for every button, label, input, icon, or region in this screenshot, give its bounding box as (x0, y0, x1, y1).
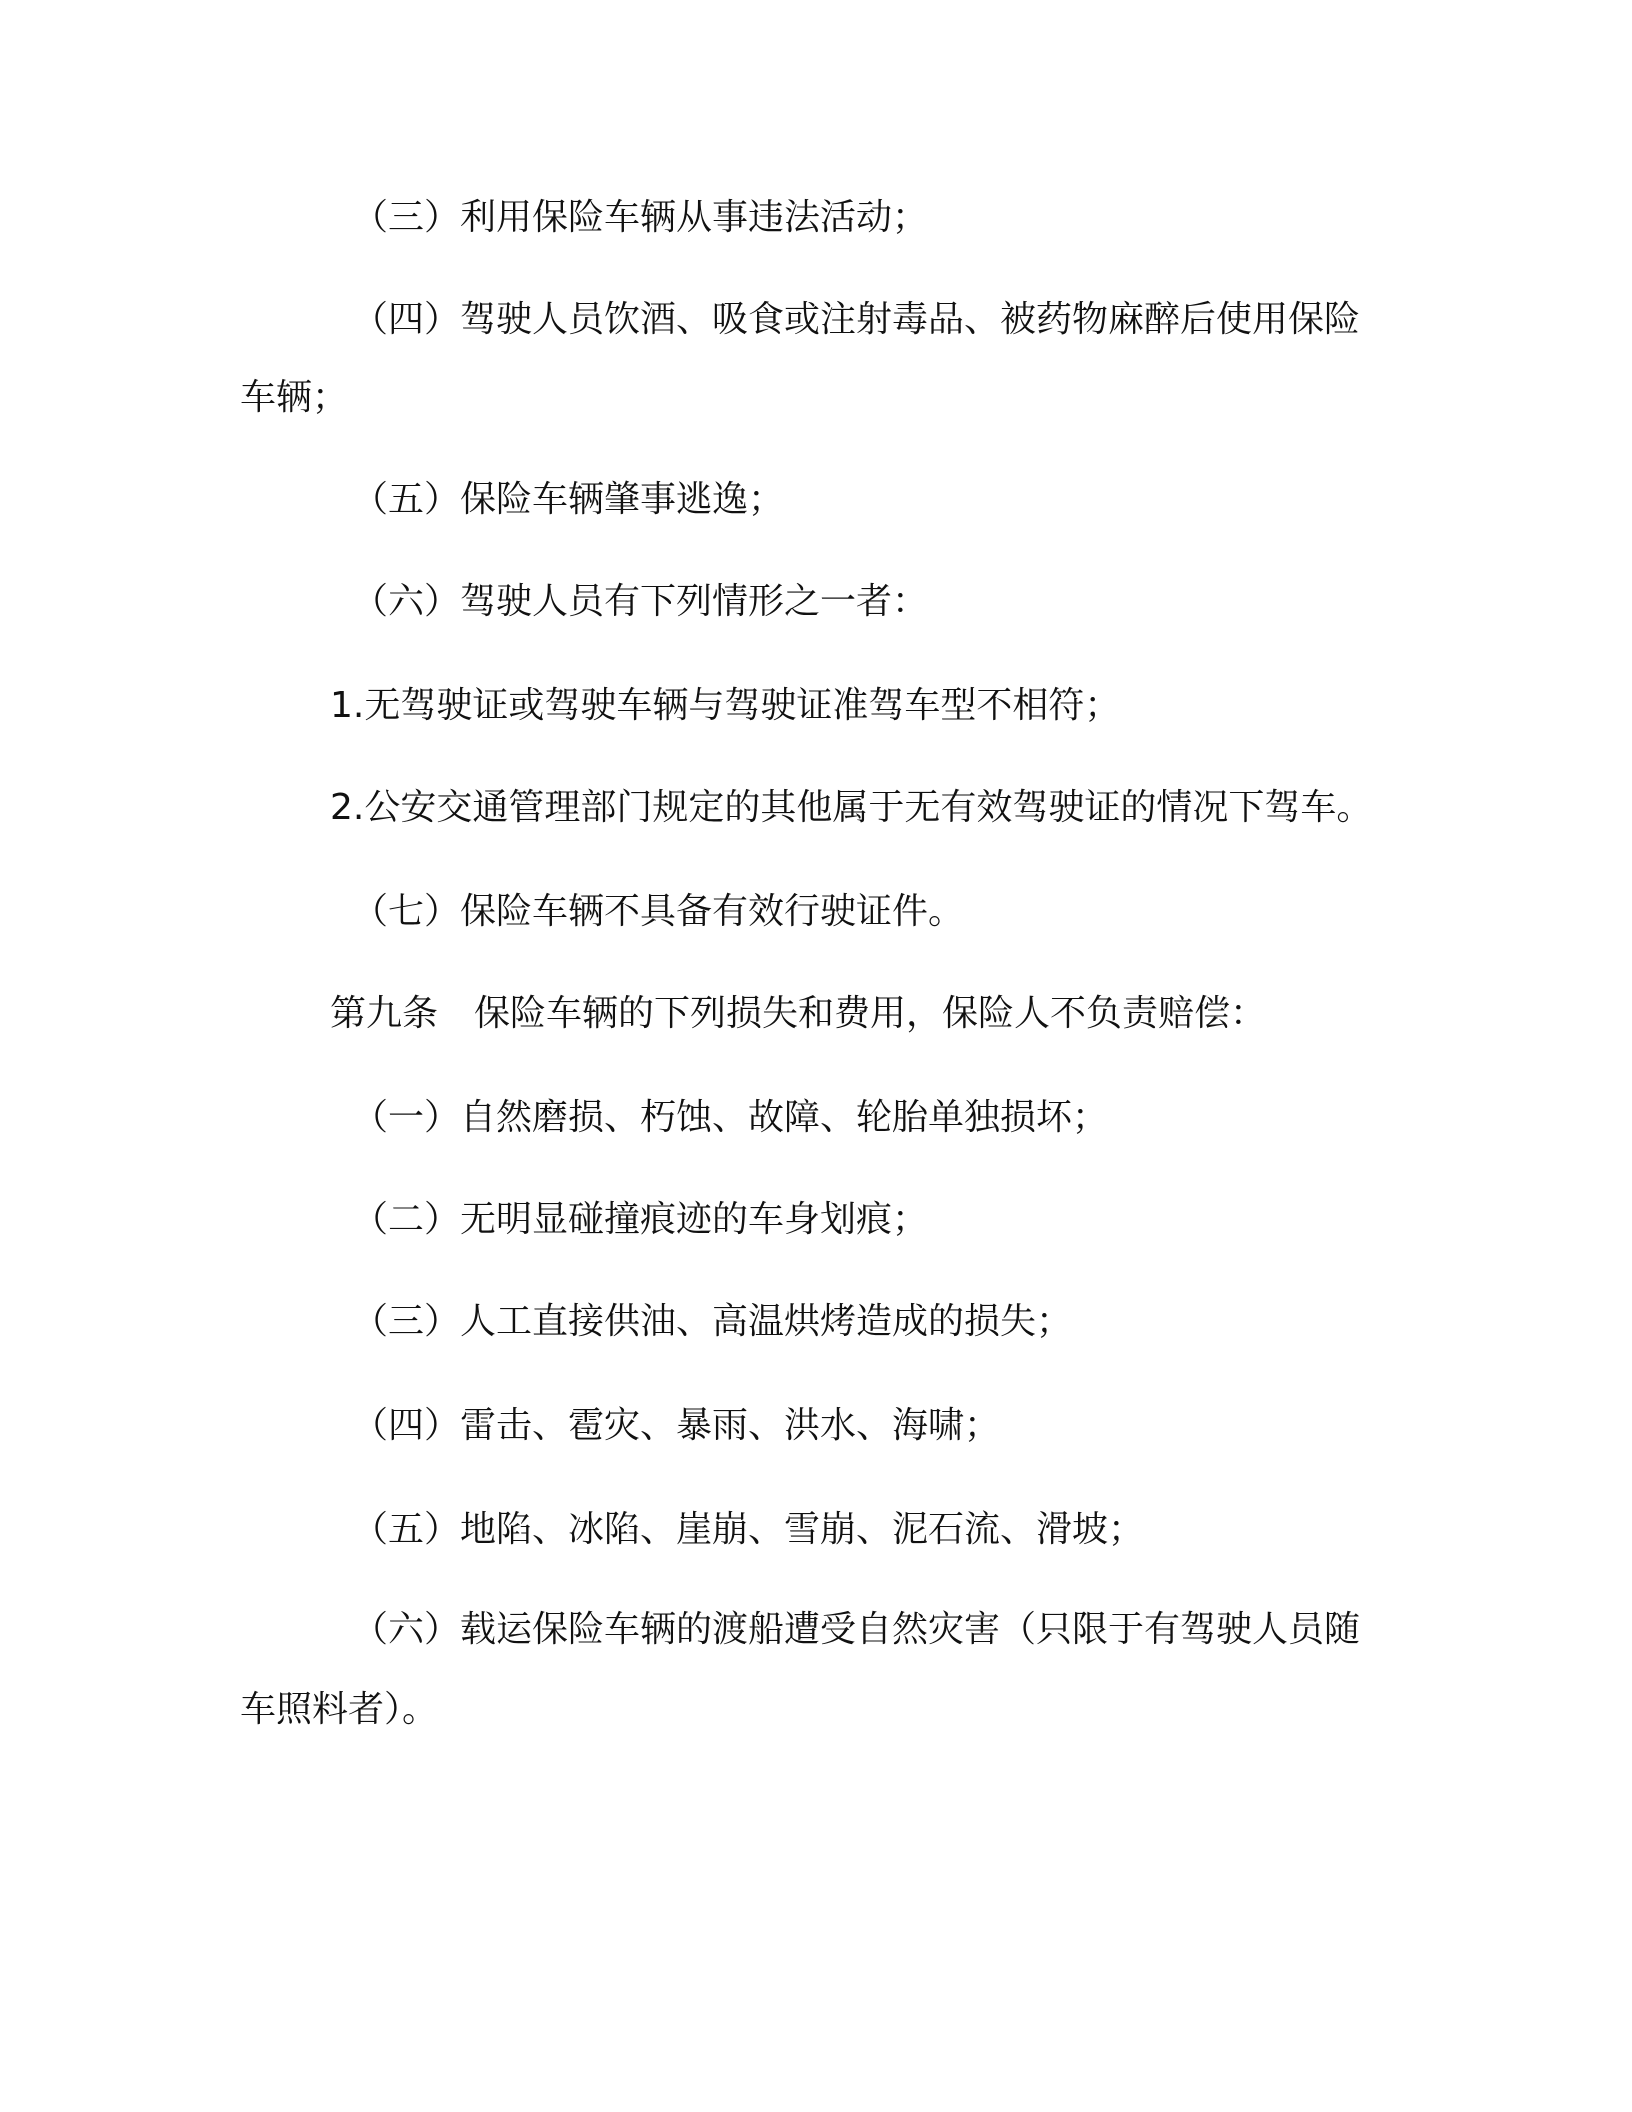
clause-line: （五）保险车辆肇事逃逸； (352, 479, 785, 520)
clause-line: （三）利用保险车辆从事违法活动； (352, 197, 929, 238)
clause-line: 1.无驾驶证或驾驶车辆与驾驶证准驾车型不相符； (330, 685, 1121, 726)
clause-line: 车照料者）。 (240, 1689, 439, 1730)
clause-line: （六）驾驶人员有下列情形之一者： (352, 581, 929, 622)
clause-line: （三）人工直接供油、高温烘烤造成的损失； (352, 1301, 1073, 1342)
article-heading: 第九条 保险车辆的下列损失和费用，保险人不负责赔偿： (330, 993, 1267, 1034)
clause-line: （五）地陷、冰陷、崖崩、雪崩、泥石流、滑坡； (352, 1509, 1145, 1550)
clause-line: （四）驾驶人员饮酒、吸食或注射毒品、被药物麻醉后使用保险 (352, 299, 1361, 340)
clause-line: （六）载运保险车辆的渡船遭受自然灾害（只限于有驾驶人员随 (352, 1609, 1361, 1650)
clause-line: （一）自然磨损、朽蚀、故障、轮胎单独损坏； (352, 1097, 1109, 1138)
clause-line: 2.公安交通管理部门规定的其他属于无有效驾驶证的情况下驾车。 (330, 787, 1373, 828)
clause-line: （二）无明显碰撞痕迹的车身划痕； (352, 1199, 929, 1240)
clause-line: 车辆； (240, 377, 349, 418)
clause-line: （四）雷击、雹灾、暴雨、洪水、海啸； (352, 1405, 1001, 1446)
clause-line: （七）保险车辆不具备有效行驶证件。 (352, 891, 965, 932)
